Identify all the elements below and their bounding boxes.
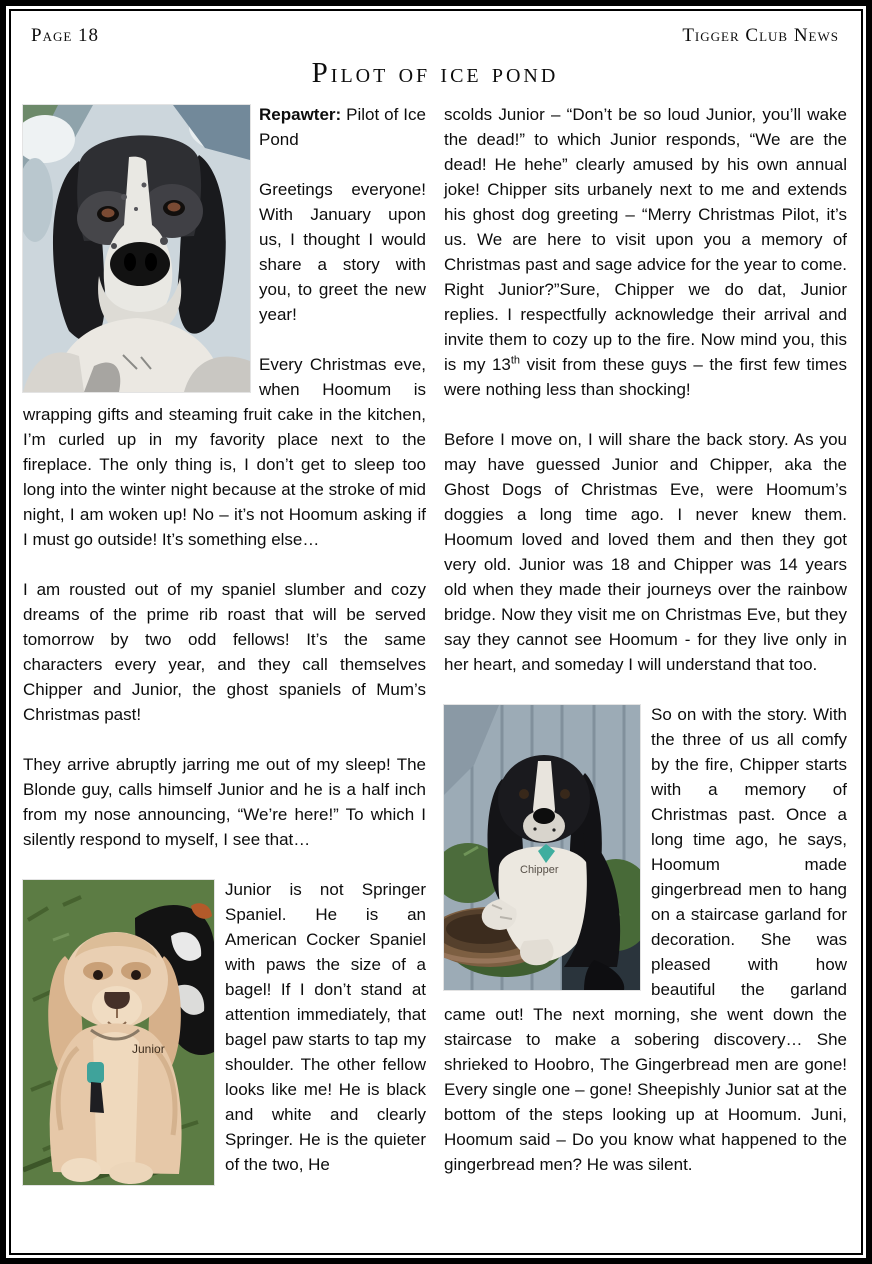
ordinal-superscript: th [510, 354, 521, 367]
paragraph-rousted: I am rousted out of my spaniel slumber and cozy dreams of the prime rib roast that will be served tomorrow by two odd fellows! It’s the same characters every year, and they call themselves Chipper and Junior, the ghost spaniels of Mum’s Christmas past! [23, 580, 426, 724]
chipper-photo-label: Chipper [520, 864, 559, 876]
article-columns [23, 102, 847, 1185]
chipper-photo-illustration [444, 705, 640, 990]
pilot-photo [23, 105, 250, 392]
pilot-photo-illustration [23, 105, 250, 392]
byline-label: Repawter: [259, 105, 342, 124]
paragraph-backstory: Before I move on, I will share the back story. As you may have guessed Junior and Chipper, aka the Ghost Dogs of Christmas Eve, were Hoomum’s doggies a long time ago. I never knew them. Hoomum loved and loved them and then they got very old. Junior was 18 and Chipper was 14 years old when they made their journeys over the rainbow bridge. Now they visit me on Christmas Eve, but they say they cannot see Hoomum - for they live only in her heart, and someday I will understand that too. [444, 430, 847, 674]
page-header [23, 21, 847, 47]
paragraph-junior-description: Junior is not Springer Spaniel. He is an American Cocker Spaniel with paws the size of a bagel! If I don’t stand at attention immediately, that bagel paw starts to tap my shoulder. The other fellow looks like me! He is black and white and clearly Springer. He is the quieter of the two, He [225, 880, 426, 1174]
junior-photo-label: Junior [132, 1042, 165, 1056]
article-title: Pilot of ice pond [311, 57, 559, 89]
paragraph-greeting: Greetings everyone! With January upon us, I thought I would share a story with you, to greet the new year! [259, 180, 426, 324]
paragraph-story: So on with the story. With the three of us all comfy by the fire, Chipper starts with a memory of Christmas past. Once a long time ago, he says, Hoomum made gingerbread men to hang on a staircase garland for decoration. She was pleased with how beautiful the garland came out! The next morning, she went down the staircase to make a sobering discovery… She shrieked to Hoobro, The Gingerbread men are gone! Every single one – gone! Sheepishly Junior sat at the bottom of the steps looking up at Hoomum. Juni, Hoomum said – Do you know what happened to the gingerbread men? He was silent. [444, 705, 847, 1174]
paragraph-arrive: They arrive abruptly jarring me out of my sleep! The Blonde guy, calls himself Junior and he is a half inch from my nose announcing, “We’re here!” To which I silently respond to myself, I see that… [23, 755, 426, 849]
paragraph-scolds-text-end: visit from these guys – the first few times were nothing less than shocking! [444, 355, 847, 399]
junior-photo [23, 880, 214, 1185]
page-frame [9, 9, 863, 1255]
junior-photo-illustration [23, 880, 214, 1185]
paragraph-scolds-text: scolds Junior – “Don’t be so loud Junior, you’ll wake the dead!” to which Junior responds, “We are the dead! He hehe” clearly amused by his own annual joke! Chipper sits urbanely next to me and extends his ghost dog greeting – “Merry Christmas Pilot, it’s us. We are here to visit upon you a memory of Christmas past and sage advice for the year to come. Right Junior?”Sure, Chipper we do dat, Junior replies. I respectfully acknowledge their arrival and invite them to cozy up to the fire. Now mind you, this is my 13 [444, 105, 847, 374]
newsletter-title: Tigger Club News [682, 25, 839, 46]
byline-text: Pilot of Ice Pond [259, 105, 426, 149]
right-column [444, 102, 847, 1185]
chipper-photo [444, 705, 640, 990]
page-number: Page 18 [31, 25, 100, 46]
left-column [23, 102, 426, 1185]
paragraph-scolds [444, 102, 847, 402]
paragraph-christmas-eve: Every Christmas eve, when Hoomum is wrapping gifts and steaming fruit cake in the kitchen, I’m curled up in my favority place next to the fireplace. The only thing is, I don’t get to sleep too long into the winter night because at the stroke of mid night, I am woken up! No – it’s not Hoomum asking if I must go outside! It’s something else… [23, 355, 426, 549]
